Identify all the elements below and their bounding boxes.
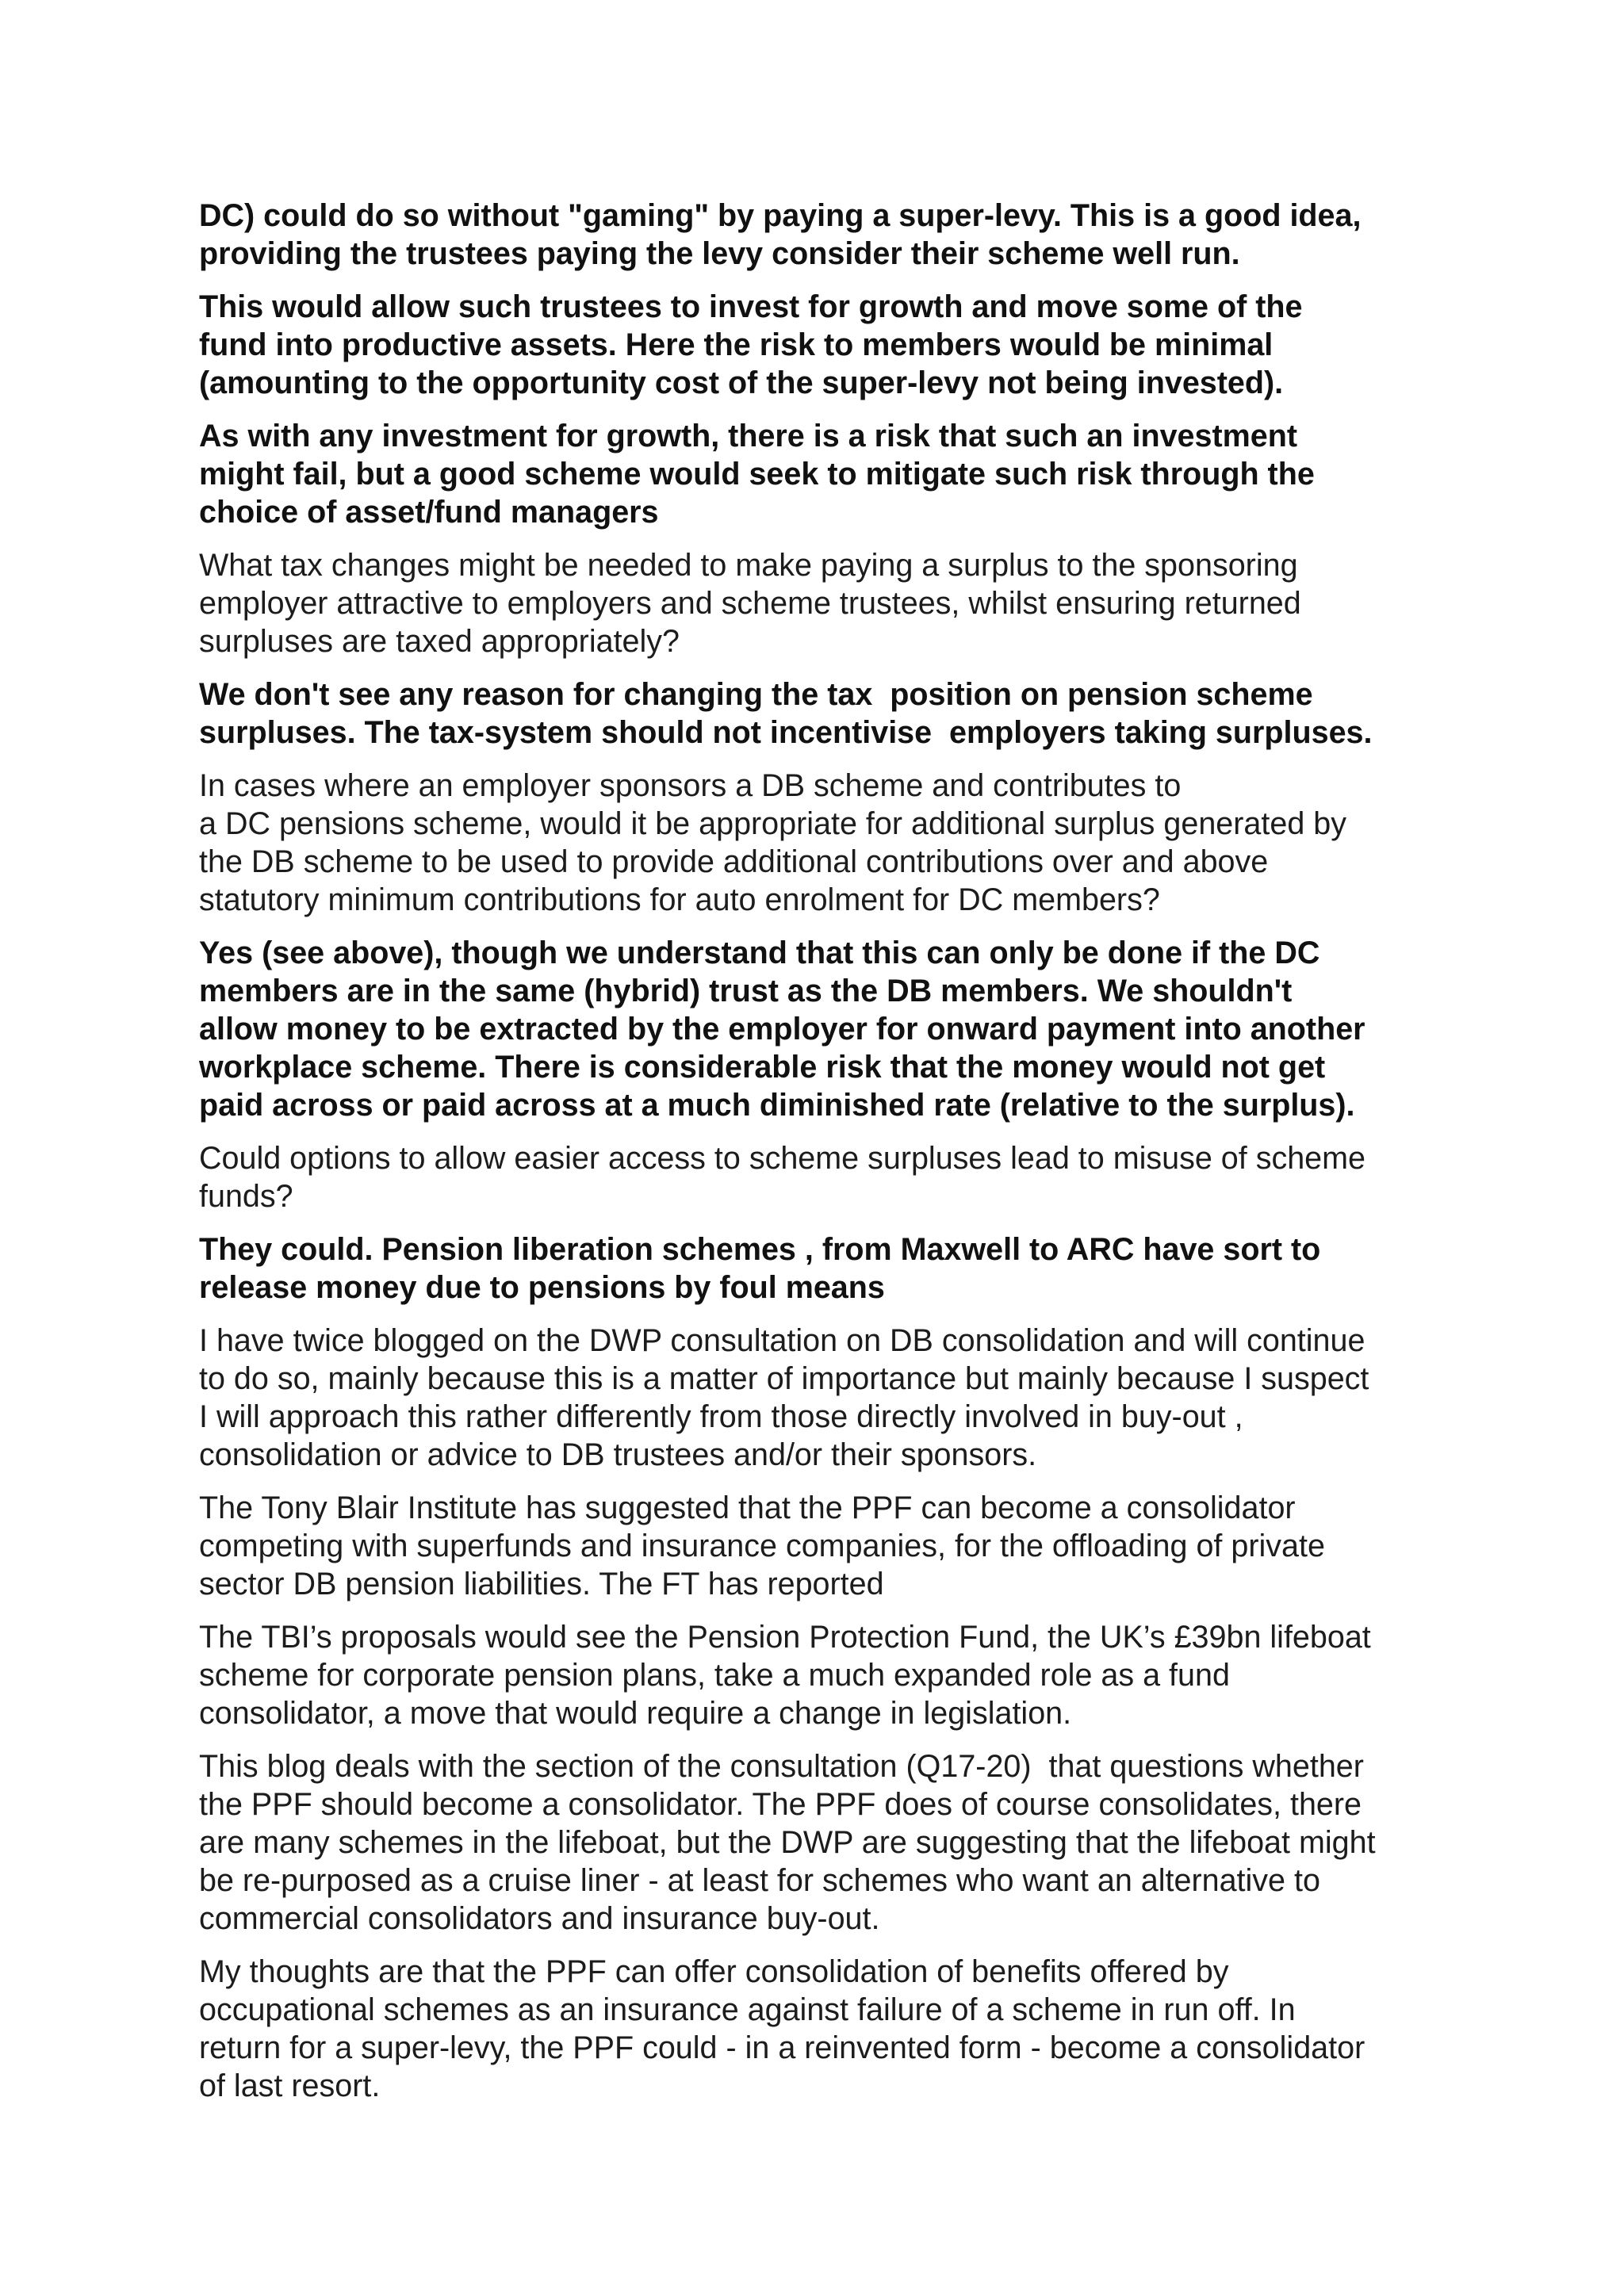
- body-paragraph: [199, 767, 1452, 919]
- text-line: might fail, but a good scheme would seek to mitigate such risk through the: [199, 457, 1315, 492]
- body-paragraph: [199, 1747, 1452, 1938]
- text-line: (amounting to the opportunity cost of the super-levy not being invested).: [199, 365, 1284, 400]
- text-line: competing with superfunds and insurance companies, for the offloading of private: [199, 1529, 1325, 1563]
- text-line: We don't see any reason for changing the tax position on pension scheme: [199, 677, 1313, 712]
- text-line: commercial consolidators and insurance buy-out.: [199, 1901, 880, 1936]
- text-line: a DC pensions scheme, would it be appropriate for additional surplus generated by: [199, 806, 1346, 841]
- text-line: I will approach this rather differently from those directly involved in buy-out ,: [199, 1399, 1243, 1434]
- response-paragraph: [199, 675, 1452, 752]
- text-line: workplace scheme. There is considerable risk that the money would not get: [199, 1050, 1326, 1085]
- text-line: I have twice blogged on the DWP consultation on DB consolidation and will continue: [199, 1323, 1365, 1358]
- text-line: As with any investment for growth, there is a risk that such an investment: [199, 419, 1298, 453]
- text-line: statutory minimum contributions for auto enrolment for DC members?: [199, 882, 1160, 917]
- body-paragraph: [199, 1322, 1452, 1474]
- text-line: return for a super-levy, the PPF could - in a reinvented form - become a consolidator: [199, 2030, 1365, 2065]
- text-line: My thoughts are that the PPF can offer consolidation of benefits offered by: [199, 1954, 1229, 1989]
- text-line: What tax changes might be needed to make paying a surplus to the sponsoring: [199, 548, 1298, 583]
- text-line: release money due to pensions by foul means: [199, 1270, 885, 1305]
- text-line: be re-purposed as a cruise liner - at least for schemes who want an alternative to: [199, 1863, 1320, 1898]
- text-line: scheme for corporate pension plans, take a much expanded role as a fund: [199, 1658, 1230, 1693]
- document-page: [199, 197, 1452, 2120]
- text-line: providing the trustees paying the levy consider their scheme well run.: [199, 236, 1240, 271]
- text-line: This would allow such trustees to invest for growth and move some of the: [199, 289, 1303, 324]
- text-line: This blog deals with the section of the consultation (Q17-20) that questions whether: [199, 1749, 1364, 1784]
- text-line: The TBI’s proposals would see the Pension Protection Fund, the UK’s £39bn lifeboat: [199, 1620, 1371, 1655]
- text-line: are many schemes in the lifeboat, but the DWP are suggesting that the lifeboat might: [199, 1825, 1376, 1860]
- response-paragraph: [199, 417, 1452, 531]
- text-line: fund into productive assets. Here the risk to members would be minimal: [199, 327, 1274, 362]
- text-line: They could. Pension liberation schemes , from Maxwell to ARC have sort to: [199, 1232, 1321, 1267]
- text-line: Could options to allow easier access to scheme surpluses lead to misuse of scheme: [199, 1141, 1366, 1176]
- text-line: to do so, mainly because this is a matter of importance but mainly because I suspect: [199, 1361, 1369, 1396]
- body-paragraph: [199, 1139, 1452, 1215]
- body-paragraph: [199, 1489, 1452, 1603]
- text-line: The Tony Blair Institute has suggested that the PPF can become a consolidator: [199, 1490, 1296, 1525]
- text-line: consolidation or advice to DB trustees and/or their sponsors.: [199, 1437, 1037, 1472]
- text-line: DC) could do so without "gaming" by paying a super-levy. This is a good idea,: [199, 198, 1362, 233]
- response-paragraph: [199, 934, 1452, 1124]
- text-line: sector DB pension liabilities. The FT has reported: [199, 1567, 884, 1601]
- text-line: the DB scheme to be used to provide additional contributions over and above: [199, 844, 1269, 879]
- body-paragraph: [199, 546, 1452, 660]
- text-line: surpluses are taxed appropriately?: [199, 624, 680, 659]
- text-line: Yes (see above), though we understand that this can only be done if the DC: [199, 936, 1320, 970]
- text-line: choice of asset/fund managers: [199, 495, 659, 530]
- text-line: the PPF should become a consolidator. The PPF does of course consolidates, there: [199, 1787, 1362, 1822]
- text-line: of last resort.: [199, 2068, 381, 2103]
- body-paragraph: [199, 1618, 1452, 1732]
- text-line: funds?: [199, 1179, 293, 1214]
- text-line: In cases where an employer sponsors a DB scheme and contributes to: [199, 768, 1182, 803]
- response-paragraph: [199, 1230, 1452, 1307]
- response-paragraph: [199, 288, 1452, 402]
- text-line: occupational schemes as an insurance against failure of a scheme in run off. In: [199, 1992, 1296, 2027]
- text-line: allow money to be extracted by the employer for onward payment into another: [199, 1012, 1365, 1047]
- response-paragraph: [199, 197, 1452, 273]
- text-line: surpluses. The tax-system should not incentivise employers taking surpluses.: [199, 715, 1373, 750]
- body-paragraph: [199, 1953, 1452, 2105]
- text-line: members are in the same (hybrid) trust as the DB members. We shouldn't: [199, 974, 1293, 1008]
- text-line: consolidator, a move that would require a change in legislation.: [199, 1696, 1072, 1731]
- text-line: paid across or paid across at a much diminished rate (relative to the surplus).: [199, 1088, 1355, 1123]
- text-line: employer attractive to employers and scheme trustees, whilst ensuring returned: [199, 586, 1301, 621]
